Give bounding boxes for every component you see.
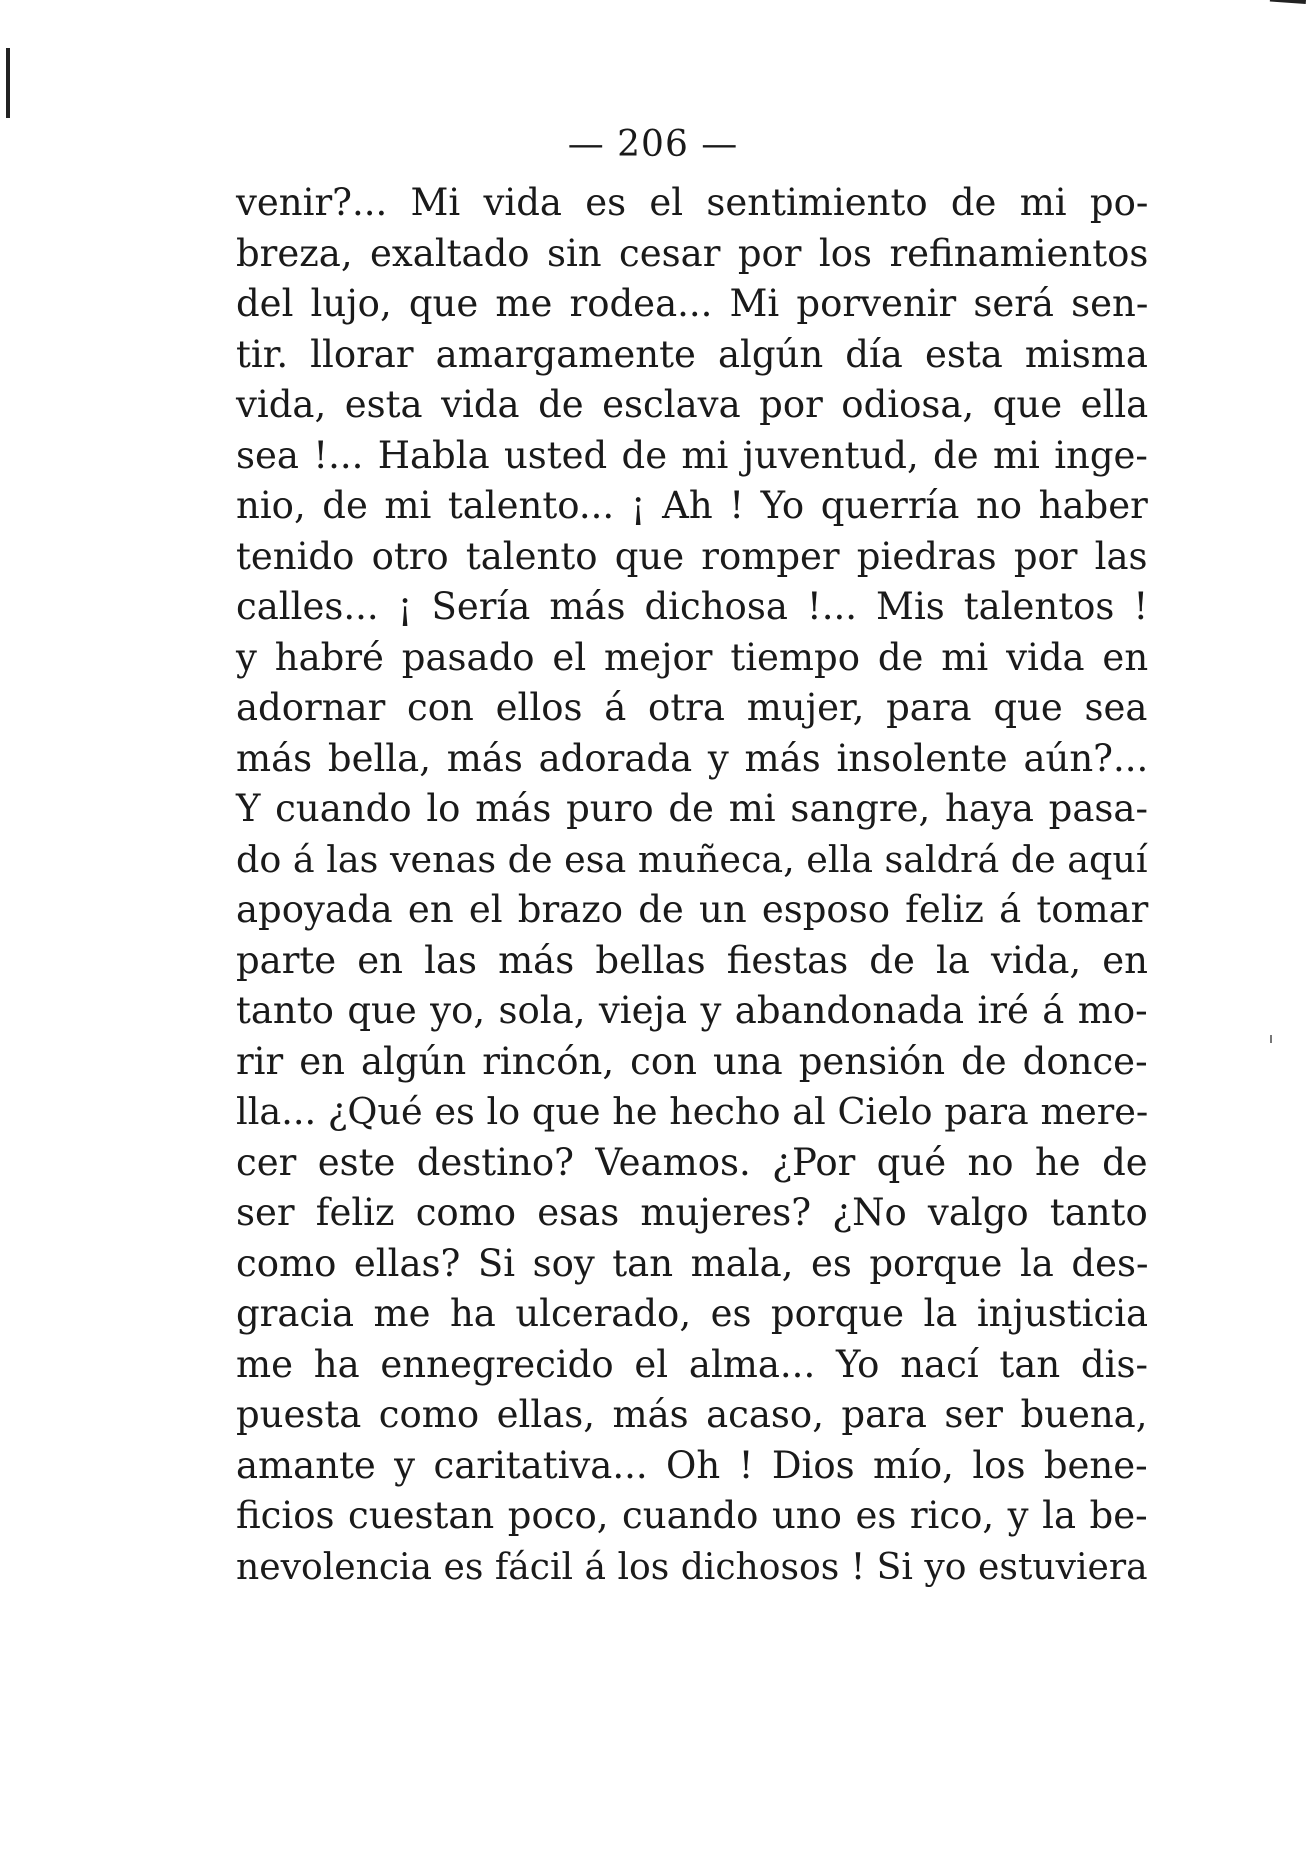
- text-line: del lujo, que me rodea... Mi porvenir será sen-: [236, 282, 1149, 325]
- text-line: y habré pasado el mejor tiempo de mi vida en: [236, 635, 1149, 679]
- text-line: tir. llorar amargamente algún día esta misma: [236, 332, 1148, 376]
- text-line: adornar con ellos á otra mujer, para que sea: [236, 686, 1148, 729]
- text-line: cer este destino? Veamos. ¿Por qué no he de: [236, 1140, 1148, 1184]
- text-line: como ellas? Si soy tan mala, es porque la des-: [236, 1241, 1149, 1285]
- text-line: rir en algún rincón, con una pensión de donce-: [236, 1039, 1148, 1083]
- text-line: Y cuando lo más puro de mi sangre, haya pasa-: [236, 787, 1148, 830]
- text-line: ficios cuestan poco, cuando uno es rico, y la be-: [236, 1494, 1148, 1537]
- text-line: vida, esta vida de esclava por odiosa, que ella: [236, 383, 1149, 426]
- text-line: do á las venas de esa muñeca, ella saldrá de aquí: [236, 837, 1148, 881]
- text-line: nio, de mi talento... ¡ Ah ! Yo querría no haber: [236, 484, 1148, 527]
- text-line: sea !... Habla usted de mi juventud, de mi inge-: [236, 433, 1148, 477]
- text-line: apoyada en el brazo de un esposo feliz á tomar: [236, 888, 1149, 931]
- text-line: amante y caritativa... Oh ! Dios mío, los bene-: [236, 1443, 1148, 1487]
- text-line: nevolencia es fácil á los dichosos ! Si yo estuviera: [236, 1545, 1148, 1588]
- text-line: me ha ennegrecido el alma... Yo nací tan dis-: [236, 1342, 1148, 1386]
- scan-speck: [1270, 1035, 1272, 1043]
- text-line: gracia me ha ulcerado, es porque la injusticia: [236, 1292, 1149, 1335]
- text-line: ser feliz como esas mujeres? ¿No valgo tanto: [236, 1191, 1148, 1234]
- text-line: puesta como ellas, más acaso, para ser buena,: [236, 1393, 1148, 1436]
- text-line: venir?... Mi vida es el sentimiento de mi po-: [236, 181, 1149, 224]
- text-line: más bella, más adorada y más insolente aún?...: [236, 736, 1149, 780]
- text-line: tanto que yo, sola, vieja y abandonada iré á mo-: [236, 989, 1148, 1032]
- scan-corner-mark: [1270, 0, 1306, 4]
- scan-edge-mark: [6, 48, 10, 118]
- text-line: parte en las más bellas fiestas de la vida, en: [236, 938, 1149, 982]
- text-line: breza, exaltado sin cesar por los refinamientos: [236, 231, 1149, 275]
- text-line: tenido otro talento que romper piedras por las: [236, 534, 1148, 578]
- page-body-text: [236, 178, 1148, 1592]
- text-line: calles... ¡ Sería más dichosa !... Mis talentos !: [236, 585, 1149, 628]
- page-number: — 206 —: [567, 124, 739, 165]
- text-line: lla... ¿Qué es lo que he hecho al Cielo para mere-: [236, 1090, 1149, 1133]
